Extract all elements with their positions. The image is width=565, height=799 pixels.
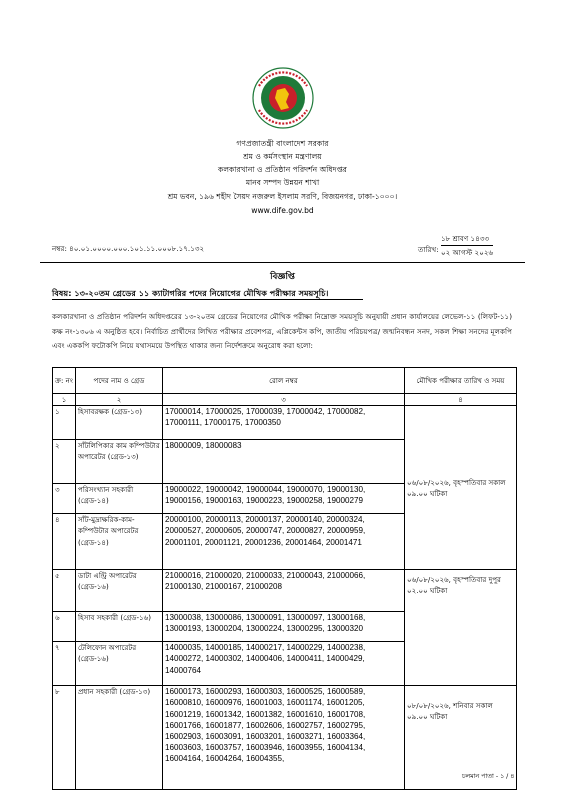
row-rolls: 21000016, 21000020, 21000033, 21000043, 21000066, 21000130, 21000167, 21000208	[163, 570, 405, 612]
row-serial: ১	[53, 406, 76, 440]
row-rolls: 16000173, 16000293, 16000303, 16000525, 16000589, 16000810, 16000976, 16001003, 16001174, 16001205, 16001219, 16001342, 16001382, 16001610, 16001708, 16001766, 16001877, 16002606, 16002757, 16002795, 16002903, 16003091, 16003201, 16003271, 16003364, 16003603, 16003757, 16003946, 16003955, 16004134, 16004164, 16004264, 16004355,	[163, 686, 405, 790]
divider	[40, 262, 525, 263]
row-rolls: 14000035, 14000185, 14000217, 14000229, 14000238, 14000272, 14000302, 14000406, 14000411, 14000429, 14000764	[163, 642, 405, 686]
row-schedule: ০৬/০৮/২০২৬, বৃহস্পতিবার সকাল ০৯.০০ ঘটিকা	[405, 406, 517, 570]
row-serial: ৬	[53, 612, 76, 642]
ministry-name: শ্রম ও কর্মসংস্থান মন্ত্রণালয়	[243, 152, 322, 161]
notice-subject: বিষয়: ১৩-২০তম গ্রেডের ১১ ক্যাটাগরির পদের নিয়োগের মৌখিক পরীক্ষার সময়সূচি।	[52, 288, 329, 298]
date-block	[441, 232, 493, 259]
row-post: ডাটা এন্ট্রি অপারেটর (গ্রেড-১৬)	[76, 570, 163, 612]
row-serial: ২	[53, 440, 76, 484]
notice-title: বিজ্ঞপ্তি	[270, 272, 295, 282]
table-row	[53, 406, 517, 440]
row-schedule: ০৬/০৮/২০২৬, বৃহস্পতিবার দুপুর ০২.০০ ঘটিকা	[405, 570, 517, 686]
govt-name: গণপ্রজাতন্ত্রী বাংলাদেশ সরকার	[236, 139, 329, 148]
row-serial: ৪	[53, 514, 76, 570]
row-post: হিসাবরক্ষক (গ্রেড-১৩)	[76, 406, 163, 440]
row-post: টেলিফোন অপারেটর (গ্রেড-১৬)	[76, 642, 163, 686]
date-bangla: ১৮ শ্রাবণ ১৪৩৩	[441, 234, 490, 243]
col-number: ৪	[405, 394, 517, 406]
col-header-sl: ক্র: নং	[53, 368, 76, 394]
row-schedule: ০৮/০৮/২০২৬, শনিবার সকাল ০৯.০০ ঘটিকা	[405, 686, 517, 790]
col-header-roll: রোল নম্বর	[163, 368, 405, 394]
row-rolls: 13000038, 13000086, 13000091, 13000097, 13000168, 13000193, 13000204, 13000224, 13000295, 13000320	[163, 612, 405, 642]
col-number: ৩	[163, 394, 405, 406]
table-header-row	[53, 368, 517, 394]
row-rolls: 20000100, 20000113, 20000137, 20000140, 20000324, 20000527, 20000605, 20000747, 20000827, 20000959, 20001101, 20001121, 20001236, 20001464, 20001471	[163, 514, 405, 570]
website: www.dife.gov.bd	[251, 206, 314, 215]
row-serial: ৮	[53, 686, 76, 790]
table-number-row	[53, 394, 517, 406]
col-number: ১	[53, 394, 76, 406]
row-serial: ৩	[53, 484, 76, 514]
government-seal-logo	[251, 66, 315, 130]
row-serial: ৭	[53, 642, 76, 686]
row-rolls: 18000009, 18000083	[163, 440, 405, 484]
col-number: ২	[76, 394, 163, 406]
notice-body: কলকারখানা ও প্রতিষ্ঠান পরিদর্শন অধিদপ্তরের ১৩-২০তম গ্রেডের নিয়োগের মৌখিক পরীক্ষা নিম্নোক্ত সময়সূচি অনুযায়ী প্রধান কার্যালয়ের লেভেল-১১ (লিফট-১১) কক্ষ নং-১৩০৬ এ অনুষ্ঠিত হবে। নির্বাচিত প্রার্থীদের লিখিত পরীক্ষার প্রবেশপত্র, এপ্লিকেন্টস কপি, জাতীয় পরিচয়পত্র/ জন্মনিবন্ধন সনদ, সকল শিক্ষা সনদের মূলকপি এবং এককপি ফটোকপি নিয়ে যথাসময়ে উপস্থিত থাকার জন্য নির্দেশক্রমে অনুরোধ করা হলো:	[52, 312, 512, 351]
row-post: সাঁটলিপিকার কাম কম্পিউটার অপারেটর (গ্রেড-১৩)	[76, 440, 163, 484]
row-post: হিসাব সহকারী (গ্রেড-১৬)	[76, 612, 163, 642]
row-post: প্রধান সহকারী (গ্রেড-১৩)	[76, 686, 163, 790]
row-rolls: 17000014, 17000025, 17000039, 17000042, 17000082, 17000111, 17000175, 17000350	[163, 406, 405, 440]
row-serial: ৫	[53, 570, 76, 612]
schedule-table	[52, 367, 517, 790]
subject-underline	[52, 299, 363, 300]
table-row	[53, 686, 517, 790]
col-header-post: পদের নাম ও গ্রেড	[76, 368, 163, 394]
table-row	[53, 570, 517, 612]
row-post: সাঁট-মুদ্রাক্ষরিক-কাম-কম্পিউটার অপারেটর (গ্রেড-১৪)	[76, 514, 163, 570]
col-header-schedule: মৌখিক পরীক্ষার তারিখ ও সময়	[405, 368, 517, 394]
office-address: শ্রম ভবন, ১৯৬ শহীদ সৈয়দ নজরুল ইসলাম সরণি, বিজয়নগর, ঢাকা-১০০০।	[167, 192, 398, 201]
row-rolls: 19000022, 19000042, 19000044, 19000070, 19000130, 19000156, 19000163, 19000223, 19000258, 19000279	[163, 484, 405, 514]
branch-name: মানব সম্পদ উন্নয়ন শাখা	[245, 178, 320, 187]
memo-number: নম্বর: ৪০.০১.০০০০.০০০.১০১.১১.০০০৮.১৭.১৩২	[52, 244, 205, 253]
date-label: তারিখ:	[418, 245, 439, 254]
page-footer: চলমান পাতা - ১ / ৪	[462, 773, 515, 780]
row-post: পরিসংখ্যান সহকারী (গ্রেড-১৪)	[76, 484, 163, 514]
department-name: কলকারখানা ও প্রতিষ্ঠান পরিদর্শন অধিদপ্তর	[218, 165, 347, 174]
date-english: ০২ আগস্ট ২০২৬	[441, 245, 493, 259]
